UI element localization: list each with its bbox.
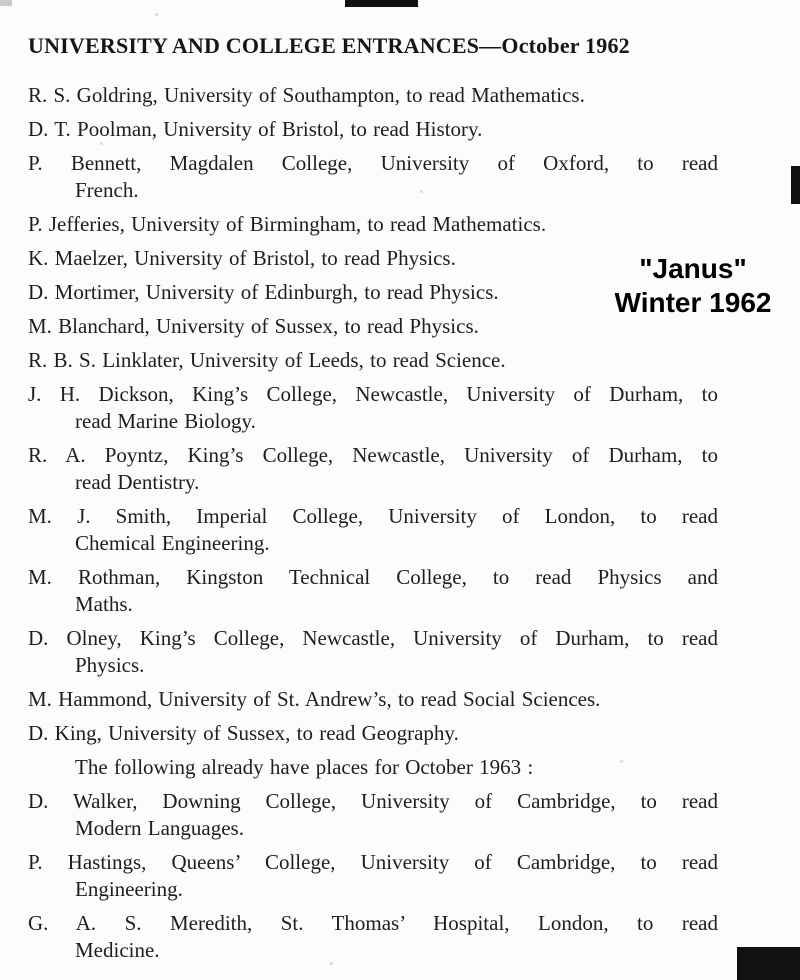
entry-line: Physics.: [75, 653, 145, 677]
entry: [28, 211, 718, 238]
entry-line: M. Hammond, University of St. Andrew’s, to read Social Sciences.: [28, 687, 601, 711]
entry-line: D. King, University of Sussex, to read Geography.: [28, 721, 459, 745]
entry-line: K. Maelzer, University of Bristol, to read Physics.: [28, 246, 456, 270]
entry: [28, 150, 718, 204]
entry-line: J. H. Dickson, King’s College, Newcastle, University of Durham, to: [28, 382, 718, 406]
entry-line: read Dentistry.: [75, 470, 200, 494]
entry: [28, 442, 718, 496]
entry-line: P. Bennett, Magdalen College, University of Oxford, to read: [28, 151, 718, 175]
note-line: [28, 754, 718, 781]
entry: [28, 381, 718, 435]
entry-line: The following already have places for October 1963 :: [75, 755, 534, 779]
entry-line: Modern Languages.: [75, 816, 244, 840]
entry-line: D. T. Poolman, University of Bristol, to read History.: [28, 117, 483, 141]
entry: [28, 910, 718, 964]
entry-line: Chemical Engineering.: [75, 531, 270, 555]
entries-list: [28, 82, 718, 964]
annotation-issue: Winter 1962: [614, 287, 772, 318]
scan-noise-speck: [155, 13, 158, 16]
entry-line: R. S. Goldring, University of Southampton, to read Mathematics.: [28, 83, 585, 107]
annotation-magazine-name: "Janus": [639, 253, 747, 284]
page-body: [28, 33, 718, 971]
entry: [28, 849, 718, 903]
entry-line: M. Rothman, Kingston Technical College, to read Physics and: [28, 565, 718, 589]
entry-line: D. Olney, King’s College, Newcastle, University of Durham, to read: [28, 626, 718, 650]
entry-line: French.: [75, 178, 139, 202]
magazine-annotation: [607, 252, 779, 320]
entry: [28, 686, 718, 713]
entry: [28, 116, 718, 143]
entry-line: M. J. Smith, Imperial College, University of London, to read: [28, 504, 718, 528]
entry: [28, 788, 718, 842]
entry: [28, 82, 718, 109]
entry: [28, 503, 718, 557]
entry-line: P. Hastings, Queens’ College, University of Cambridge, to read: [28, 850, 718, 874]
entry: [28, 564, 718, 618]
scan-artifact-bottom-left: [0, 0, 12, 6]
entry-line: M. Blanchard, University of Sussex, to read Physics.: [28, 314, 479, 338]
entry: [28, 347, 718, 374]
entry-line: G. A. S. Meredith, St. Thomas’ Hospital, London, to read: [28, 911, 718, 935]
entry: [28, 720, 718, 747]
entry-line: Medicine.: [75, 938, 160, 962]
entry-line: D. Walker, Downing College, University of Cambridge, to read: [28, 789, 718, 813]
page-title: UNIVERSITY AND COLLEGE ENTRANCES—October 1962: [28, 33, 630, 58]
entry-line: R. B. S. Linklater, University of Leeds, to read Science.: [28, 348, 506, 372]
entry-line: Maths.: [75, 592, 133, 616]
scan-artifact-top-bar: [345, 0, 418, 7]
scan-artifact-right-edge: [791, 166, 800, 204]
entry: [28, 625, 718, 679]
entry-line: D. Mortimer, University of Edinburgh, to read Physics.: [28, 280, 499, 304]
entry-line: P. Jefferies, University of Birmingham, to read Mathematics.: [28, 212, 547, 236]
entry-line: R. A. Poyntz, King’s College, Newcastle, University of Durham, to: [28, 443, 718, 467]
scan-artifact-bottom-right: [737, 947, 800, 980]
entry-line: Engineering.: [75, 877, 183, 901]
entry-line: read Marine Biology.: [75, 409, 256, 433]
